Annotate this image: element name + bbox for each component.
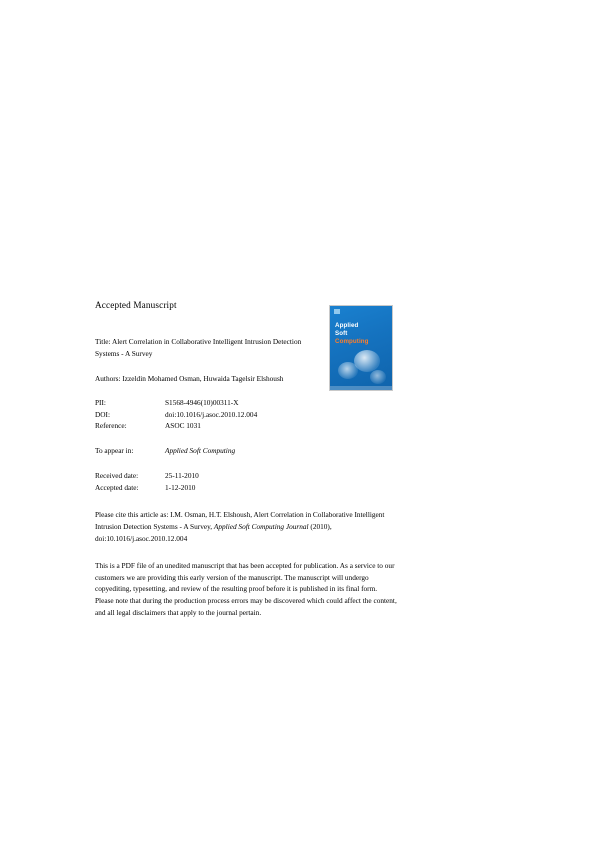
identifier-value: doi:10.1016/j.asoc.2010.12.004 (165, 409, 258, 419)
spacer (95, 432, 495, 445)
page-title: Accepted Manuscript (95, 300, 177, 310)
accepted-date-label: Accepted date: (95, 482, 139, 492)
authors-label: Authors: (95, 373, 121, 383)
identifier-label: DOI: (95, 409, 110, 419)
cover-title-line1: Applied (335, 322, 359, 329)
cover-title (335, 322, 387, 345)
title-value: Alert Correlation in Collaborative Intelligent Intrusion Detection Systems - A Survey (95, 337, 302, 358)
title-label: Title: (95, 337, 111, 346)
received-date-label: Received date: (95, 470, 139, 480)
citation-journal-name: Applied Soft Computing Journal (213, 522, 309, 532)
cover-bottom-accent (330, 386, 392, 390)
manuscript-info-block (95, 300, 495, 619)
disclaimer-paragraph: This is a PDF file of an unedited manuscript that has been accepted for publication. As a service to our customers we are providing this early version of the manuscript. The manuscript will undergo copyediting, typesetting, and review of the resulting proof before it is published in its final form. Please note that during the production process errors may be discovered which could affect the content, and all legal disclaimers that apply to the journal pertain. (95, 560, 397, 618)
date-row (95, 470, 495, 482)
identifier-row (95, 420, 495, 432)
citation-paragraph: Please cite this article as: I.M. Osman, H.T. Elshoush, Alert Correlation in Collaborative Intelligent Intrusion Detection Systems - A Survey, Applied Soft Computing Journal (2010), doi:10.1016/j.asoc.2010.12.004 (95, 510, 385, 544)
appear-in-row (95, 445, 495, 457)
spacer (95, 360, 323, 373)
accepted-date-value: 1-12-2010 (165, 482, 196, 492)
identifier-label: Reference: (95, 421, 127, 431)
cover-title-line3: Computing (335, 337, 369, 345)
spacer (95, 457, 495, 470)
cover-top-accent (334, 309, 340, 314)
identifiers-block (95, 397, 495, 432)
authors-row (95, 373, 323, 385)
identifier-row (95, 409, 495, 421)
identifier-label: PII: (95, 398, 106, 408)
cover-sphere-icon (370, 370, 386, 384)
identifier-value: S1568-4946(10)00311-X (165, 398, 239, 408)
received-date-value: 25-11-2010 (165, 470, 199, 480)
title-authors-block (95, 336, 323, 384)
cover-title-line2: Soft (335, 329, 348, 337)
identifier-row (95, 397, 495, 409)
identifier-value: ASOC 1031 (165, 421, 201, 431)
cover-sphere-icon (338, 362, 358, 379)
title-row (95, 336, 323, 360)
appear-in-label: To appear in: (95, 445, 134, 455)
journal-cover-thumbnail (329, 305, 393, 391)
appear-in-value: Applied Soft Computing (165, 445, 236, 455)
spacer (95, 384, 495, 397)
dates-block (95, 470, 495, 494)
authors-value: Izzeldin Mohamed Osman, Huwaida Tagelsir Elshoush (122, 373, 284, 383)
date-row (95, 482, 495, 494)
